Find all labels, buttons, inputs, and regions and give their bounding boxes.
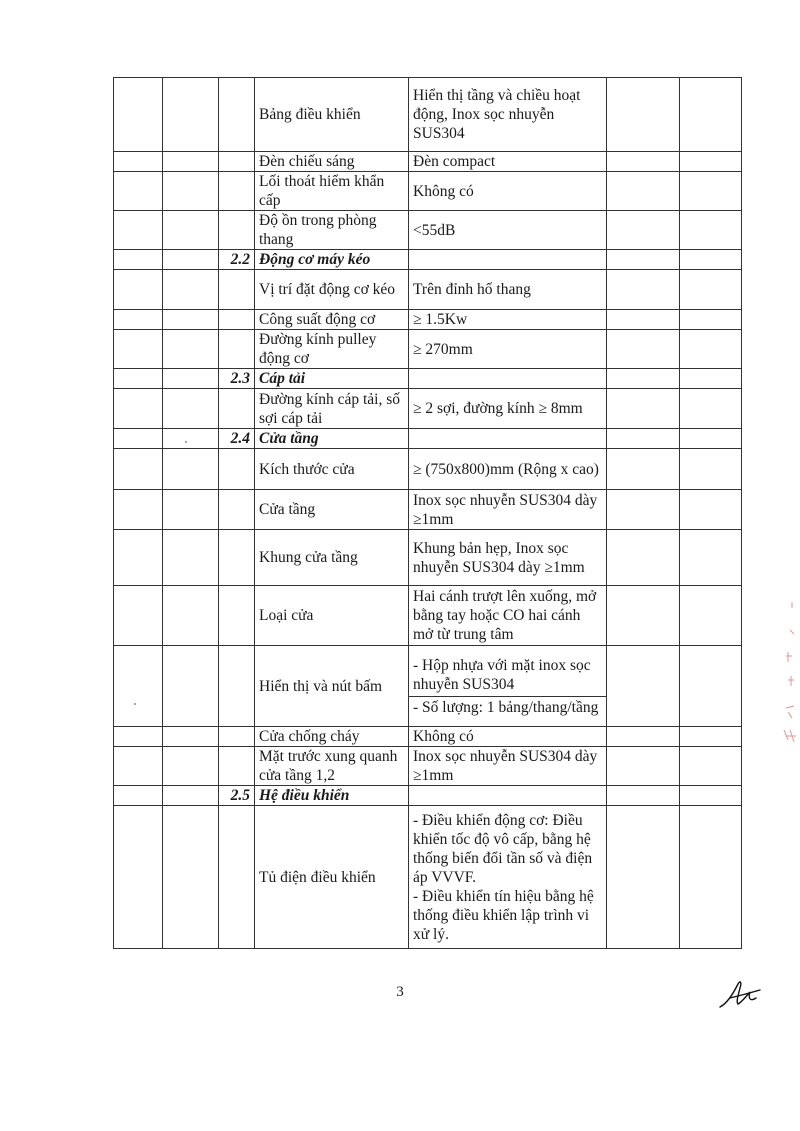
cell-value [409,310,607,330]
cell-section-number [219,747,255,786]
cell-item: Đèn chiếu sáng [255,152,409,172]
cell-blank [114,747,163,786]
cell-blank [114,172,163,211]
value-line: Trên đỉnh hố thang [413,281,531,298]
cell-blank [607,270,680,310]
cell-blank [114,449,163,490]
cell-section-number [219,490,255,530]
cell-blank [163,389,219,429]
cell-blank [114,389,163,429]
cell-blank [607,490,680,530]
cell-section-number [219,389,255,429]
cell-section-number [219,586,255,646]
cell-blank [163,646,219,727]
cell-section-number [219,172,255,211]
cell-section-number [219,310,255,330]
cell-section-number: 2.4 [219,429,255,449]
cell-blank [114,152,163,172]
scan-dot [185,441,187,443]
value-line: - Hộp nhựa với mặt inox sọc nhuyễn SUS304 [409,656,606,697]
cell-section-number [219,727,255,747]
cell-item: Tủ điện điều khiển [255,806,409,949]
cell-section-title: Hệ điều khiển [255,786,409,806]
table-row [114,310,742,330]
table-row [114,786,742,806]
cell-blank [163,211,219,250]
cell-blank [163,586,219,646]
table-row [114,449,742,490]
value-line: Khung bản hẹp, Inox sọc nhuyễn SUS304 dày ≥1mm [413,539,585,576]
cell-blank [163,530,219,586]
cell-blank [607,429,680,449]
cell-blank [163,449,219,490]
cell-blank [114,78,163,152]
cell-section-title: Cáp tải [255,369,409,389]
cell-blank [680,429,742,449]
cell-value [409,449,607,490]
cell-blank [607,646,680,727]
cell-value [409,586,607,646]
table-row [114,152,742,172]
cell-section-number [219,449,255,490]
value-line: Không có [413,728,474,745]
value-line: - Điều khiển tín hiệu bằng hệ thống điều khiển lập trình vi xử lý. [413,887,594,943]
table-row [114,727,742,747]
cell-item: Khung cửa tầng [255,530,409,586]
cell-blank [163,250,219,270]
cell-blank [607,330,680,369]
cell-section-number [219,530,255,586]
cell-blank [114,806,163,949]
cell-blank [163,786,219,806]
cell-blank [114,429,163,449]
cell-blank [114,586,163,646]
cell-blank [607,152,680,172]
cell-blank [114,211,163,250]
cell-blank [680,152,742,172]
cell-blank [680,747,742,786]
table-row [114,369,742,389]
table-row [114,806,742,949]
cell-blank [607,586,680,646]
cell-blank [163,270,219,310]
value-line: - Số lượng: 1 bảng/thang/tầng [413,698,599,716]
table-row [114,172,742,211]
value-line: <55dB [413,221,456,239]
cell-blank [163,310,219,330]
value-line: ≥ 1.5Kw [413,311,468,328]
cell-blank [163,369,219,389]
cell-blank [680,786,742,806]
cell-value [409,78,607,152]
cell-item: Kích thước cửa [255,449,409,490]
cell-item: Độ ồn trong phòng thang [255,211,409,250]
cell-section-number [219,806,255,949]
cell-item: Cửa chống cháy [255,727,409,747]
table-row [114,646,742,727]
cell-blank [163,330,219,369]
cell-item: Bảng điều khiển [255,78,409,152]
cell-blank [163,172,219,211]
cell-blank [114,786,163,806]
cell-blank [114,530,163,586]
cell-blank [163,747,219,786]
cell-blank [607,786,680,806]
cell-item: Mặt trước xung quanh cửa tầng 1,2 [255,747,409,786]
cell-blank [607,310,680,330]
cell-blank [114,646,163,727]
cell-item: Công suất động cơ [255,310,409,330]
cell-value [409,211,607,250]
cell-blank [114,727,163,747]
cell-blank [680,250,742,270]
cell-blank [607,211,680,250]
cell-blank [680,586,742,646]
cell-section-number [219,330,255,369]
cell-blank [607,369,680,389]
cell-blank [163,806,219,949]
cell-value [409,646,607,727]
cell-blank [680,727,742,747]
cell-blank [607,449,680,490]
value-line: Hiển thị tầng và chiều hoạt động, Inox sọc nhuyễn SUS304 [413,87,581,142]
cell-blank [114,270,163,310]
cell-blank [680,530,742,586]
cell-blank [114,369,163,389]
cell-item: Lối thoát hiểm khẩn cấp [255,172,409,211]
value-line: ≥ (750x800)mm (Rộng x cao) [413,460,599,478]
value-line: Hai cánh trượt lên xuống, mở bằng tay hoặc CO hai cánh mở từ trung tâm [413,588,597,643]
cell-blank [607,78,680,152]
cell-value [409,172,607,211]
cell-value [409,250,607,270]
table-row [114,530,742,586]
cell-section-number [219,78,255,152]
signature-mark [716,974,766,1014]
cell-value [409,786,607,806]
cell-blank [680,449,742,490]
scan-dot [134,703,136,705]
cell-section-title: Cửa tầng [255,429,409,449]
cell-blank [680,172,742,211]
cell-value [409,490,607,530]
cell-blank [607,389,680,429]
cell-blank [114,310,163,330]
cell-value [409,389,607,429]
table-row [114,389,742,429]
cell-blank [607,172,680,211]
table-row [114,747,742,786]
cell-value [409,530,607,586]
table-row [114,586,742,646]
margin-stamp-mark [770,590,800,760]
table-row [114,78,742,152]
cell-blank [114,490,163,530]
table-row [114,270,742,310]
value-line: Inox sọc nhuyễn SUS304 dày ≥1mm [413,748,598,784]
cell-blank [163,152,219,172]
cell-section-number [219,211,255,250]
cell-item: Đường kính pulley động cơ [255,330,409,369]
cell-blank [114,250,163,270]
cell-blank [680,389,742,429]
spec-table [113,77,742,949]
cell-blank [607,747,680,786]
value-line: Đèn compact [413,153,496,170]
cell-value [409,270,607,310]
cell-blank [680,330,742,369]
cell-value [409,152,607,172]
cell-section-title: Động cơ máy kéo [255,250,409,270]
value-line: ≥ 270mm [413,340,473,358]
cell-item: Cửa tầng [255,490,409,530]
cell-blank [680,490,742,530]
cell-blank [680,270,742,310]
cell-section-number [219,270,255,310]
cell-section-number [219,152,255,172]
cell-blank [607,530,680,586]
value-line: Inox sọc nhuyễn SUS304 dày ≥1mm [413,491,598,528]
table-row [114,490,742,530]
cell-section-number: 2.5 [219,786,255,806]
cell-section-number: 2.3 [219,369,255,389]
cell-value [409,330,607,369]
cell-blank [680,211,742,250]
cell-value [409,727,607,747]
cell-section-number [219,646,255,727]
cell-blank [163,727,219,747]
cell-item: Hiển thị và nút bấm [255,646,409,727]
cell-section-number: 2.2 [219,250,255,270]
table-row [114,330,742,369]
cell-value [409,369,607,389]
table-row [114,250,742,270]
cell-blank [163,78,219,152]
cell-value [409,747,607,786]
cell-blank [680,646,742,727]
cell-item: Vị trí đặt động cơ kéo [255,270,409,310]
cell-blank [114,330,163,369]
value-line: ≥ 2 sợi, đường kính ≥ 8mm [413,400,583,417]
value-line: - Điều khiển động cơ: Điều khiển tốc độ vô cấp, bằng hệ thống biến đổi tần số và điện áp VVVF. [413,811,593,886]
cell-item: Đường kính cáp tải, số sợi cáp tải [255,389,409,429]
cell-blank [163,490,219,530]
cell-blank [680,310,742,330]
cell-value [409,806,607,949]
page-number: 3 [396,984,404,1000]
cell-value [409,429,607,449]
cell-blank [163,429,219,449]
cell-blank [680,369,742,389]
value-line: Không có [413,182,474,200]
cell-blank [607,806,680,949]
cell-item: Loại cửa [255,586,409,646]
cell-blank [607,727,680,747]
cell-blank [680,806,742,949]
table-row [114,429,742,449]
cell-blank [680,78,742,152]
cell-blank [607,250,680,270]
table-row [114,211,742,250]
